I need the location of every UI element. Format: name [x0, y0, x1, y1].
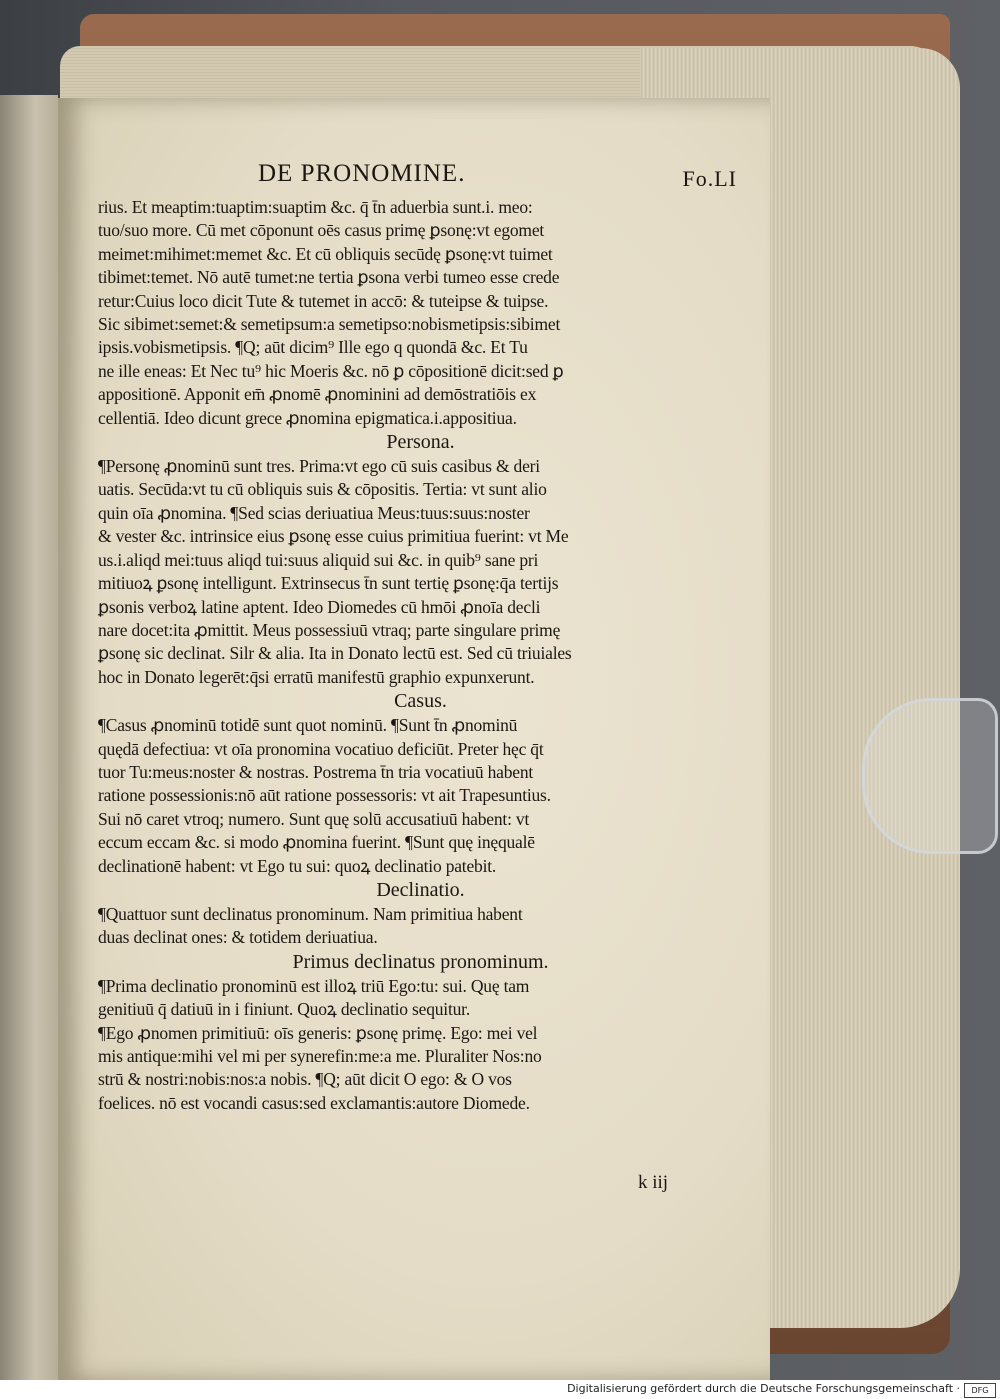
text-line: us.i.aliqd mei:tuus aliqd tui:suus aliquid sui &c. in quib⁹ sane pri: [98, 549, 539, 570]
text-line: foelices. nō est vocandi casus:sed exclamantis:autore Diomede.: [98, 1092, 530, 1113]
text-line: uatis. Secūda:vt tu cū obliquis suis & cōpositis. Tertia: vt sunt alio: [98, 479, 547, 500]
text-line: genitiuū q̄ datiuū in i finiunt. Quoꝝ declinatio sequitur.: [98, 999, 471, 1020]
footer-bar: [0, 1380, 1000, 1399]
text-line: Sic sibimet:semet:& semetipsum:a semetipso:nobismetipsis:sibimet: [98, 314, 561, 335]
funding-note: Digitalisierung gefördert durch die Deutsche Forschungsgemeinschaft ·: [567, 1382, 960, 1395]
section-heading: Declinatio.: [376, 878, 465, 901]
text-line: mis antique:mihi vel mi per synerefin:me:a me. Pluraliter Nos:no: [98, 1046, 542, 1066]
text-line: meimet:mihimet:memet &c. Et cū obliquis secūdę ꝑsonę:vt tuimet: [98, 243, 553, 264]
text-line: ¶Casus ꝓnominū totidē sunt quot nominū. ¶Sunt t̄n ꝓnominū: [98, 715, 518, 736]
text-line: ne ille eneas: Et Nec tu⁹ hic Moeris &c. nō ꝑ cōpositionē dicit:sed ꝑ: [98, 360, 564, 381]
text-line: ratione possessionis:nō aūt ratione possessoris: vt ait Trapesuntius.: [98, 785, 551, 806]
dfg-logo: DFG: [964, 1383, 996, 1398]
text-line: ¶Personę ꝓnominū sunt tres. Prima:vt ego cū suis casibus & deri: [98, 456, 540, 477]
text-line: tuo/suo more. Cū met cōponunt oēs casus primę ꝑsonę:vt egomet: [98, 220, 545, 241]
text-line: strū & nostri:nobis:nos:a nobis. ¶Q; aūt dicit O ego: & O vos: [98, 1069, 512, 1090]
text-line: cellentiā. Ideo dicunt grece ꝓnomina epigmatica.i.appositiua.: [98, 407, 517, 428]
page-clip: [862, 698, 998, 854]
text-line: eccum eccam &c. si modo ꝓnomina fuerint. ¶Sunt quę inęqualē: [98, 832, 535, 853]
text-line: duas declinat ones: & totidem deriuatiua.: [98, 927, 378, 948]
text-line: declinationē habent: vt Ego tu sui: quoꝝ declinatio patebit.: [98, 855, 497, 876]
section-heading: Persona.: [386, 431, 455, 454]
section-heading: Casus.: [394, 690, 447, 713]
text-line: appositionē. Apponit em̄ ꝓnomē ꝓnominini ad demōstratiōis ex: [98, 384, 537, 405]
running-head-title: DE PRONOMINE.: [258, 160, 466, 187]
text-line: rius. Et meaptim:tuaptim:suaptim &c. q̄ t̄n aduerbia sunt.i. meo:: [98, 197, 533, 217]
text-line: & vester &c. intrinsice eius ꝑsonę esse cuius primitiua fuerint: vt Me: [98, 526, 569, 547]
facing-page-edge: [0, 95, 58, 1380]
text-line: retur:Cuius loco dicit Tute & tutemet in accō: & tuteipse & tuipse.: [98, 290, 549, 311]
text-line: ¶Ego ꝓnomen primitiuū: oīs generis: ꝑsonę primę. Ego: mei vel: [98, 1022, 538, 1043]
text-line: ¶Prima declinatio pronominū est illoꝝ triū Ego:tu: sui. Quę tam: [98, 975, 530, 996]
text-line: nare docet:ita ꝓmittit. Meus possessiuū vtraq; parte singulare primę: [98, 619, 561, 640]
text-line: hoc in Donato legerēt:q̄si erratū manifestū graphio expunxerunt.: [98, 666, 535, 687]
signature-mark: k iij: [638, 1172, 669, 1193]
section-heading: Primus declinatus pronominum.: [292, 950, 549, 973]
text-line: quin oīa ꝓnomina. ¶Sed scias deriuatiua Meus:tuus:suus:noster: [98, 502, 530, 523]
text-line: ipsis.vobismetipsis. ¶Q; aūt dicim⁹ Ille ego q quondā &c. Et Tu: [98, 337, 528, 358]
text-body: [98, 196, 743, 1115]
text-line: Sui nō caret vtroq; numero. Sunt quę solū accusatiuū habent: vt: [98, 808, 530, 829]
running-head: [98, 160, 743, 196]
text-line: ꝑsonis verboꝝ latine aptent. Ideo Diomedes cū hmōi ꝓnoīa decli: [98, 596, 541, 617]
text-line: ¶Quattuor sunt declinatus pronominum. Nam primitiua habent: [98, 903, 523, 924]
folio-number: Fo.LI: [682, 166, 737, 191]
text-line: mitiuoꝝ ꝑsonę intelligunt. Extrinsecus t̄n sunt tertię ꝑsonę:q̄a tertijs: [98, 573, 559, 594]
page-text: [98, 160, 743, 1115]
text-line: tuor Tu:meus:noster & nostras. Postrema t̄n tria vocatiuū habent: [98, 761, 534, 782]
text-line: tibimet:temet. Nō autē tumet:ne tertia ꝑsona verbi tumeo esse crede: [98, 267, 560, 288]
text-line: quędā defectiua: vt oīa pronomina vocatiuo deficiūt. Preter hęc q̄t: [98, 738, 544, 759]
text-line: ꝑsonę sic declinat. Silr & alia. Ita in Donato lectū est. Sed cū triuiales: [98, 643, 572, 664]
